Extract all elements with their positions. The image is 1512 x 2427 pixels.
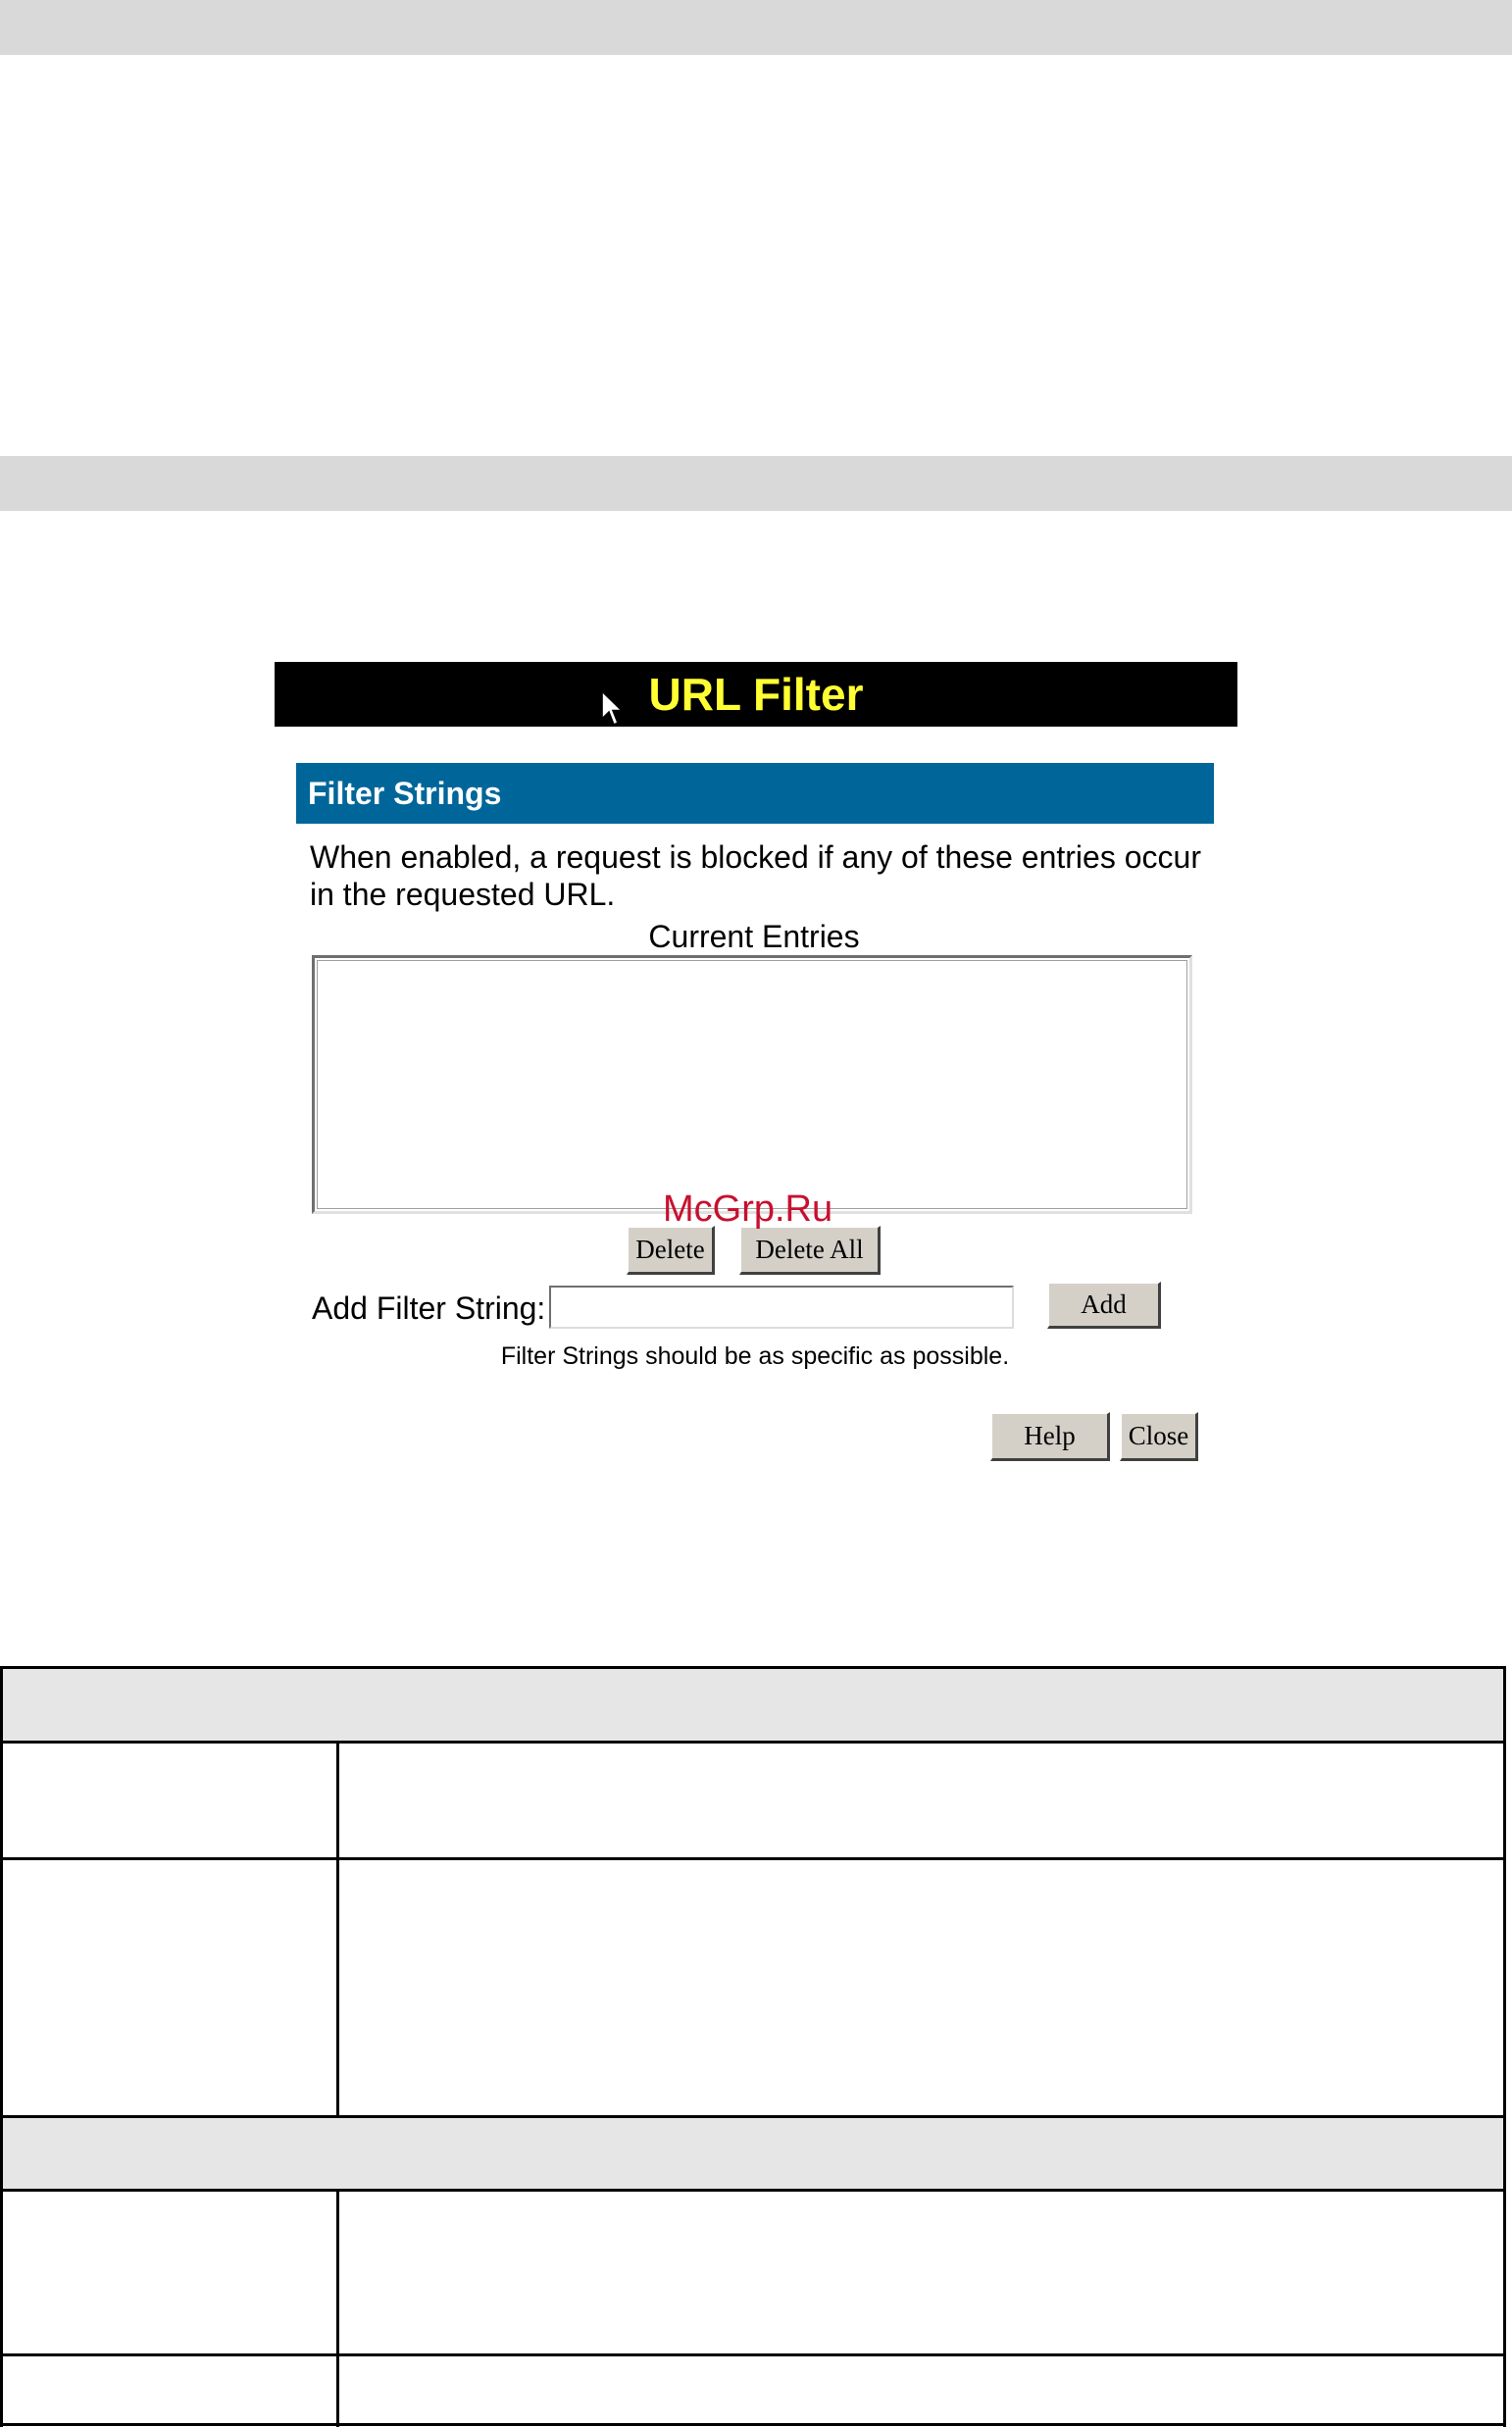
table-rule — [0, 1666, 1506, 1669]
table-rule — [0, 1857, 1506, 1860]
table-rule — [0, 2353, 1506, 2356]
table-group-header — [3, 2118, 1503, 2189]
table-rule — [0, 1741, 1506, 1744]
help-button[interactable]: Help — [990, 1412, 1110, 1461]
add-filter-string-label: Add Filter String: — [312, 1290, 546, 1326]
table-rule — [336, 2189, 339, 2427]
entries-list-inner — [317, 960, 1187, 1209]
add-filter-string-input[interactable] — [549, 1286, 1014, 1329]
table-rule — [0, 2423, 1506, 2426]
section-band — [0, 456, 1512, 511]
dialog-title-bar — [275, 662, 1237, 727]
table-rule — [0, 1666, 3, 2427]
header-band — [0, 0, 1512, 55]
close-button[interactable]: Close — [1120, 1412, 1198, 1461]
table-rule — [0, 2115, 1506, 2118]
current-entries-label: Current Entries — [648, 919, 860, 954]
mouse-cursor-icon — [600, 689, 626, 729]
watermark-text: McGrp.Ru — [663, 1188, 833, 1230]
filter-hint-text: Filter Strings should be as specific as possible. — [500, 1342, 1010, 1370]
delete-all-button[interactable]: Delete All — [739, 1226, 881, 1275]
table-rule — [0, 2189, 1506, 2192]
delete-button[interactable]: Delete — [627, 1226, 715, 1275]
filter-strings-header — [296, 763, 1214, 824]
current-entries-list[interactable] — [312, 955, 1192, 1214]
add-button[interactable]: Add — [1047, 1282, 1161, 1329]
table-rule — [336, 1741, 339, 2115]
dialog-title: URL Filter — [648, 669, 864, 720]
table-rule — [1503, 1666, 1506, 2427]
table-group-header — [3, 1669, 1503, 1741]
description-text: When enabled, a request is blocked if any of these entries occur in the requested URL. — [310, 839, 1201, 912]
section-title: Filter Strings — [308, 775, 502, 811]
